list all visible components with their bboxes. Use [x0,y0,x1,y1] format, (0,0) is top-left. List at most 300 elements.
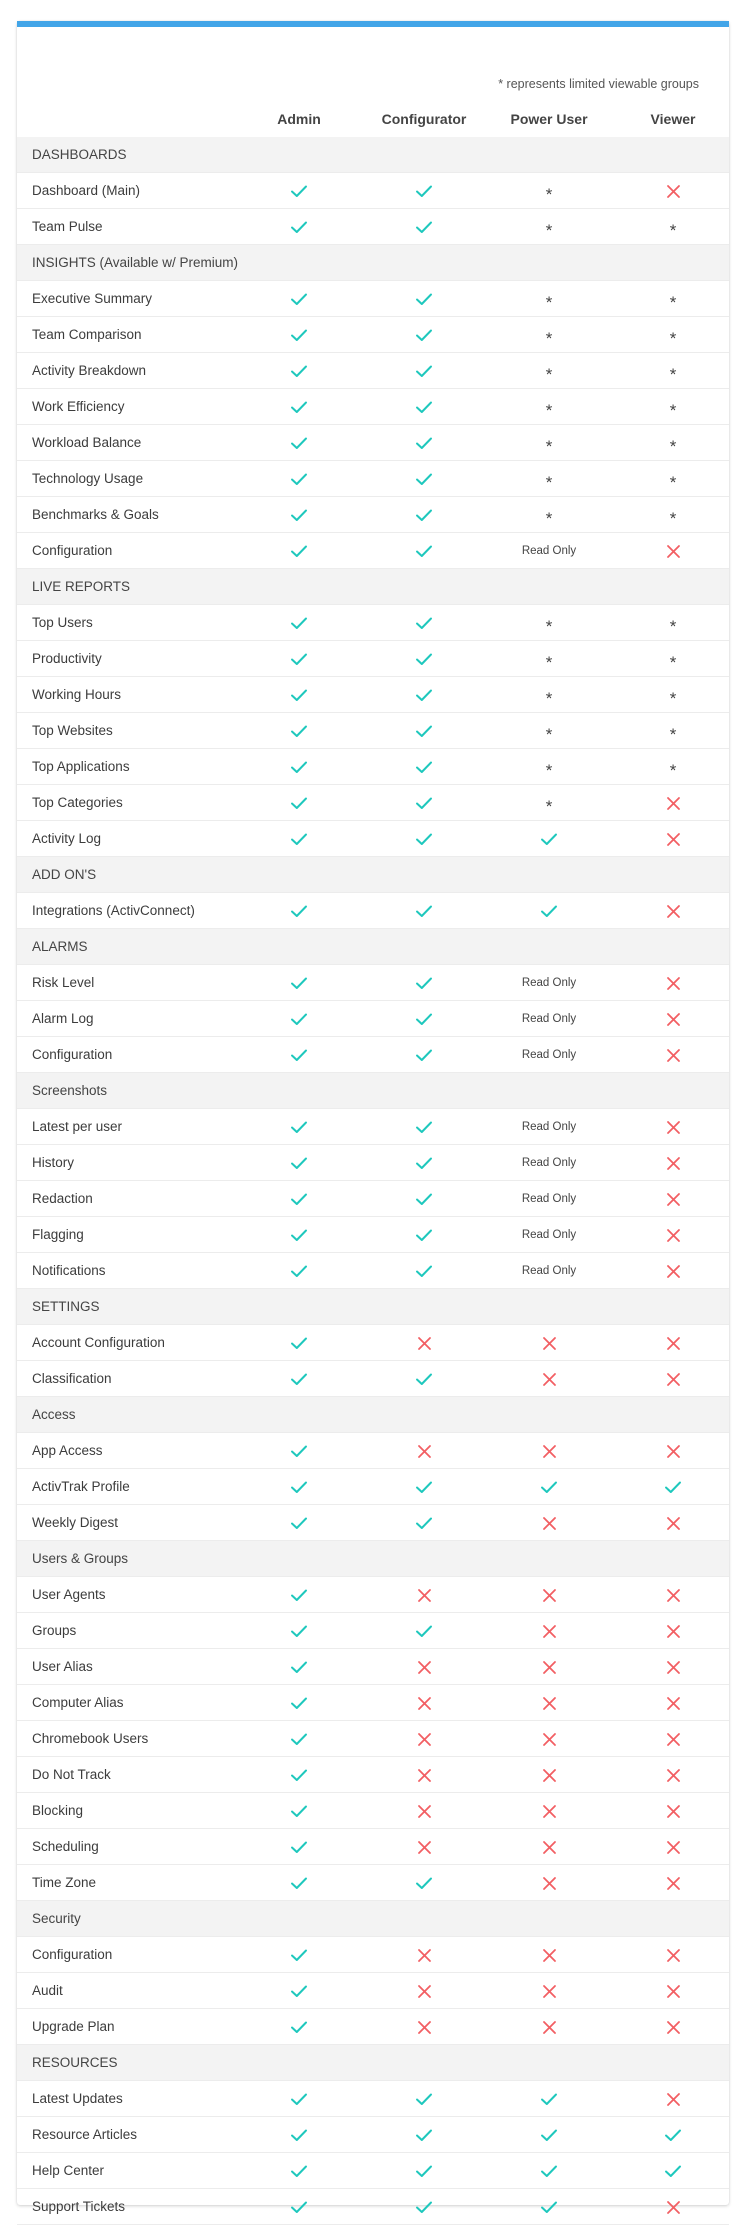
cell-viewer [628,1829,718,1865]
cell-configurator [379,1325,469,1361]
check-icon [290,1012,308,1026]
limited-groups-asterisk: * [545,724,553,744]
cell-viewer [628,1721,718,1757]
check-icon [415,1264,433,1278]
table-row [17,749,729,785]
read-only-label: Read Only [521,1265,577,1277]
row-label: Groups [32,1623,77,1638]
section-label: Access [32,1407,76,1422]
row-label: Team Pulse [32,219,103,234]
cross-icon [666,904,681,919]
cross-icon [417,1696,432,1711]
cell-power-user [504,2153,594,2189]
check-icon [415,976,433,990]
cross-icon [666,1336,681,1351]
cross-icon [542,1732,557,1747]
cell-configurator [379,2189,469,2225]
row-label: Account Configuration [32,1335,165,1350]
cell-power-user [504,1613,594,1649]
cell-viewer [628,425,718,461]
cell-admin [254,1109,344,1145]
row-label: Help Center [32,2163,105,2178]
limited-groups-asterisk: * [545,184,553,204]
check-icon [415,292,433,306]
cell-admin [254,2009,344,2045]
cell-power-user [504,533,594,569]
cell-configurator [379,497,469,533]
check-icon [415,904,433,918]
cell-configurator [379,1577,469,1613]
cell-viewer [628,821,718,857]
cell-configurator [379,353,469,389]
limited-groups-asterisk: * [545,508,553,528]
cross-icon [666,1768,681,1783]
limited-groups-asterisk: * [669,760,677,780]
check-icon [415,2092,433,2106]
check-icon [290,1948,308,1962]
section-header-add-on-s [17,857,729,893]
cell-admin [254,425,344,461]
cell-admin [254,641,344,677]
cross-icon [666,1120,681,1135]
cell-configurator [379,1145,469,1181]
table-row [17,965,729,1001]
limited-groups-asterisk: * [669,328,677,348]
table-row [17,1181,729,1217]
cell-power-user [504,1109,594,1145]
cell-admin [254,2117,344,2153]
check-icon [415,1624,433,1638]
check-icon [290,688,308,702]
row-label: Alarm Log [32,1011,94,1026]
section-label: RESOURCES [32,2055,118,2070]
limited-groups-asterisk: * [669,220,677,240]
row-label: App Access [32,1443,103,1458]
section-label: INSIGHTS (Available w/ Premium) [32,255,239,270]
check-icon [290,616,308,630]
cell-power-user [504,1865,594,1901]
cell-power-user [504,677,594,713]
section-header-insights-available-w-premium [17,245,729,281]
cross-icon [542,1768,557,1783]
cell-configurator [379,785,469,821]
check-icon [290,2164,308,2178]
check-icon [290,832,308,846]
cell-power-user [504,353,594,389]
cross-icon [666,1624,681,1639]
cell-viewer [628,1937,718,1973]
row-label: Technology Usage [32,471,144,486]
row-label: Work Efficiency [32,399,125,414]
section-label: LIVE REPORTS [32,579,131,594]
cell-viewer [628,1001,718,1037]
check-icon [415,1372,433,1386]
cell-configurator [379,1361,469,1397]
limited-groups-asterisk: * [545,328,553,348]
check-icon [415,724,433,738]
cell-configurator [379,1829,469,1865]
cell-admin [254,965,344,1001]
cell-configurator [379,1721,469,1757]
cross-icon [666,1696,681,1711]
read-only-label: Read Only [521,1193,577,1205]
cell-configurator [379,965,469,1001]
cell-viewer [628,1469,718,1505]
check-icon [415,616,433,630]
cell-admin [254,1037,344,1073]
cell-viewer [628,2117,718,2153]
cell-admin [254,533,344,569]
cell-admin [254,281,344,317]
limited-groups-asterisk: * [545,760,553,780]
check-icon [290,184,308,198]
table-row [17,893,729,929]
check-icon [415,1516,433,1530]
table-row [17,785,729,821]
cell-power-user [504,1253,594,1289]
cross-icon [666,1048,681,1063]
cell-configurator [379,641,469,677]
cell-configurator [379,209,469,245]
table-row [17,1037,729,1073]
cell-viewer [628,605,718,641]
check-icon [540,832,558,846]
table-row [17,1757,729,1793]
check-icon [540,904,558,918]
cross-icon [542,1948,557,1963]
cell-admin [254,1649,344,1685]
cell-power-user [504,749,594,785]
cell-power-user [504,209,594,245]
cell-viewer [628,1109,718,1145]
check-icon [290,760,308,774]
cell-configurator [379,281,469,317]
cell-viewer [628,1253,718,1289]
row-label: Risk Level [32,975,95,990]
section-label: ALARMS [32,939,88,954]
cross-icon [542,1588,557,1603]
cross-icon [417,1804,432,1819]
check-icon [415,184,433,198]
cell-configurator [379,461,469,497]
table-row [17,1325,729,1361]
read-only-label: Read Only [521,545,577,557]
cell-configurator [379,2117,469,2153]
table-row [17,2009,729,2045]
cell-power-user [504,1145,594,1181]
row-label: ActivTrak Profile [32,1479,130,1494]
cell-power-user [504,1685,594,1721]
check-icon [290,1768,308,1782]
table-row [17,209,729,245]
cell-power-user [504,1937,594,1973]
row-label: Redaction [32,1191,93,1206]
limited-groups-asterisk: * [545,436,553,456]
read-only-label: Read Only [521,1121,577,1133]
check-icon [290,1156,308,1170]
cell-configurator [379,317,469,353]
cross-icon [666,1984,681,1999]
check-icon [290,1588,308,1602]
check-icon [290,1840,308,1854]
cell-viewer [628,1037,718,1073]
cell-admin [254,1145,344,1181]
cell-viewer [628,533,718,569]
section-header-screenshots [17,1073,729,1109]
check-icon [290,1516,308,1530]
cell-admin [254,209,344,245]
cross-icon [666,1516,681,1531]
check-icon [290,1228,308,1242]
table-row [17,1505,729,1541]
check-icon [415,544,433,558]
cell-admin [254,173,344,209]
check-icon [290,292,308,306]
cell-viewer [628,497,718,533]
check-icon [290,904,308,918]
cell-viewer [628,1649,718,1685]
check-icon [290,976,308,990]
check-icon [290,1480,308,1494]
cell-admin [254,2081,344,2117]
table-row [17,2117,729,2153]
cell-power-user [504,425,594,461]
limited-groups-asterisk: * [669,688,677,708]
cell-viewer [628,209,718,245]
row-label: Integrations (ActivConnect) [32,903,195,918]
cell-power-user [504,1793,594,1829]
check-icon [415,364,433,378]
cell-viewer [628,1505,718,1541]
row-label: Top Websites [32,723,113,738]
cell-viewer [628,1973,718,2009]
row-label: Time Zone [32,1875,97,1890]
cell-power-user [504,1469,594,1505]
limited-groups-asterisk: * [545,688,553,708]
limited-groups-asterisk: * [669,364,677,384]
cell-power-user [504,173,594,209]
cell-power-user [504,1577,594,1613]
cell-power-user [504,605,594,641]
cell-configurator [379,1793,469,1829]
cross-icon [666,1012,681,1027]
check-icon [415,1876,433,1890]
permissions-card [17,21,729,2214]
row-label: Classification [32,1371,112,1386]
section-label: Screenshots [32,1083,108,1098]
limited-groups-asterisk: * [669,436,677,456]
cross-icon [666,2020,681,2035]
cell-power-user [504,1433,594,1469]
cross-icon [542,1840,557,1855]
check-icon [290,1336,308,1350]
cell-viewer [628,2153,718,2189]
section-header-alarms [17,929,729,965]
row-label: Productivity [32,651,102,666]
limited-groups-asterisk: * [669,400,677,420]
cell-power-user [504,317,594,353]
cell-viewer [628,281,718,317]
cell-viewer [628,1145,718,1181]
table-row [17,1721,729,1757]
cross-icon [542,2020,557,2035]
check-icon [415,1156,433,1170]
cross-icon [666,796,681,811]
column-header-power-user: Power User [510,111,588,127]
cell-power-user [504,893,594,929]
cell-configurator [379,1433,469,1469]
cell-viewer [628,1685,718,1721]
cell-configurator [379,821,469,857]
cell-admin [254,2153,344,2189]
cross-icon [666,1876,681,1891]
section-label: SETTINGS [32,1299,100,1314]
cell-admin [254,1973,344,2009]
check-icon [415,1120,433,1134]
limited-groups-asterisk: * [545,220,553,240]
check-icon [290,472,308,486]
row-label: Team Comparison [32,327,142,342]
cell-viewer [628,461,718,497]
table-row [17,1937,729,1973]
cell-admin [254,821,344,857]
section-header-settings [17,1289,729,1325]
section-header-dashboards [17,137,729,173]
cell-configurator [379,1253,469,1289]
cell-viewer [628,2189,718,2225]
cross-icon [666,1156,681,1171]
cross-icon [666,1264,681,1279]
cell-admin [254,1577,344,1613]
cell-configurator [379,1001,469,1037]
cell-power-user [504,785,594,821]
column-header-configurator: Configurator [381,111,467,127]
section-header-resources [17,2045,729,2081]
cross-icon [417,1660,432,1675]
check-icon [415,508,433,522]
cross-icon [666,544,681,559]
section-header-access [17,1397,729,1433]
table-row [17,1793,729,1829]
table-row [17,605,729,641]
cross-icon [666,1732,681,1747]
cross-icon [417,1588,432,1603]
cross-icon [666,976,681,991]
cross-icon [666,1192,681,1207]
check-icon [290,364,308,378]
row-label: Workload Balance [32,435,142,450]
read-only-label: Read Only [521,1013,577,1025]
table-row [17,1433,729,1469]
cell-admin [254,1793,344,1829]
cell-configurator [379,1505,469,1541]
cross-icon [666,1948,681,1963]
cell-admin [254,1721,344,1757]
cell-configurator [379,2153,469,2189]
cell-power-user [504,1217,594,1253]
cell-configurator [379,1973,469,2009]
cell-admin [254,1001,344,1037]
cell-configurator [379,893,469,929]
section-label: Users & Groups [32,1551,129,1566]
row-label: Configuration [32,543,113,558]
check-icon [290,1984,308,1998]
cross-icon [417,2020,432,2035]
cell-viewer [628,1865,718,1901]
cross-icon [417,1336,432,1351]
cross-icon [666,1840,681,1855]
cell-admin [254,1757,344,1793]
cell-admin [254,1181,344,1217]
check-icon [415,760,433,774]
table-row [17,353,729,389]
limited-groups-asterisk: * [545,796,553,816]
cell-configurator [379,2009,469,2045]
table-row [17,1685,729,1721]
row-label: Notifications [32,1263,106,1278]
row-label: Working Hours [32,687,122,702]
cell-power-user [504,641,594,677]
cell-viewer [628,641,718,677]
cross-icon [666,1372,681,1387]
check-icon [415,796,433,810]
cross-icon [666,184,681,199]
cell-viewer [628,1361,718,1397]
row-label: Latest per user [32,1119,123,1134]
cross-icon [417,1768,432,1783]
cell-power-user [504,1757,594,1793]
cell-viewer [628,1217,718,1253]
table-row [17,1001,729,1037]
cell-viewer [628,1325,718,1361]
check-icon [290,1048,308,1062]
cross-icon [542,1660,557,1675]
table-row [17,1577,729,1613]
table-row [17,497,729,533]
section-header-users-groups [17,1541,729,1577]
cell-admin [254,1469,344,1505]
cell-configurator [379,425,469,461]
cell-configurator [379,1037,469,1073]
row-label: Top Applications [32,759,130,774]
row-label: Scheduling [32,1839,99,1854]
table-row [17,2189,729,2225]
limited-groups-asterisk: * [545,292,553,312]
row-label: History [32,1155,75,1170]
cell-admin [254,1433,344,1469]
cell-admin [254,1685,344,1721]
check-icon [290,400,308,414]
row-label: Chromebook Users [32,1731,149,1746]
cross-icon [417,1444,432,1459]
cell-admin [254,785,344,821]
section-label: ADD ON'S [32,867,97,882]
cell-power-user [504,497,594,533]
table-row [17,1973,729,2009]
cell-power-user [504,2009,594,2045]
section-header-security [17,1901,729,1937]
cell-power-user [504,461,594,497]
read-only-label: Read Only [521,1157,577,1169]
check-icon [415,436,433,450]
cell-admin [254,1325,344,1361]
check-icon [664,1480,682,1494]
cell-viewer [628,1613,718,1649]
table-row [17,281,729,317]
cell-configurator [379,389,469,425]
cross-icon [666,2092,681,2107]
row-label: Configuration [32,1047,113,1062]
